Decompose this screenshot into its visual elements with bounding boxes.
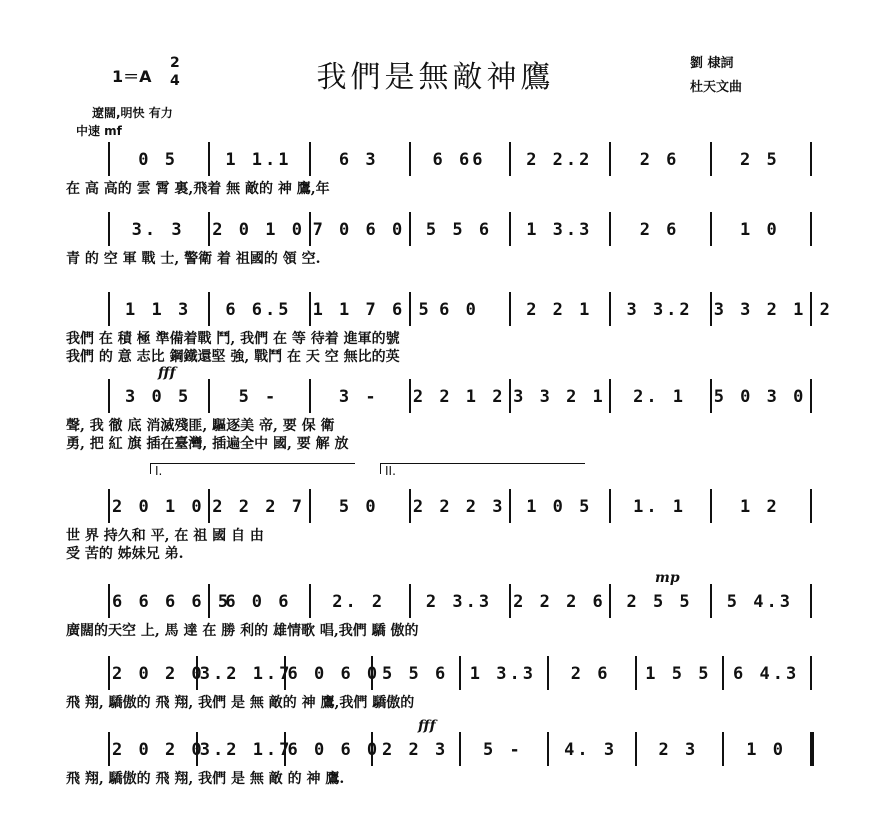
barline [208,212,210,246]
barline [609,489,611,523]
measure: 2. 1 [633,387,687,407]
measure: 1 2 [739,497,780,517]
measure: 2. 2 [332,592,386,612]
barline [108,656,110,690]
measure: 2 6 [639,150,680,170]
barline [810,656,812,690]
barline [459,656,461,690]
measure: 2 3 [658,740,699,760]
key-signature: 1＝A [112,67,152,86]
barline [509,292,511,326]
measure: 2 2 1 2 [412,387,506,407]
barline [208,379,210,413]
measure: 1 1 3 [125,300,192,320]
measure: 3.2 1.7 [199,740,293,760]
measure: 1. 1 [633,497,687,517]
notes-row [50,590,830,616]
measure: 6 66 [432,150,486,170]
notes-row [50,495,830,521]
measure: 2 2 3 [382,740,449,760]
barline [208,142,210,176]
barline [409,142,411,176]
notes-row [50,218,830,244]
measure: 3 0 5 [125,387,192,407]
barline [409,212,411,246]
barline [509,379,511,413]
barline [710,292,712,326]
barline [509,584,511,618]
time-top: 2 [170,55,180,71]
barline [710,212,712,246]
measure: 3 3 2 1 2 [713,300,833,320]
measure: 6 4.3 [733,664,800,684]
barline [810,212,812,246]
measure: 6 0 6 0 [287,664,381,684]
measure: 5 4.3 [726,592,793,612]
measure: 2 2 2 3 [412,497,506,517]
barline [710,489,712,523]
measure: 2 5 5 [626,592,693,612]
barline [710,142,712,176]
lyrics-verse-1: 在 高 高的 雲 霄 裏,飛着 無 敵的 神 鷹,年 [66,181,330,197]
measure: 1 0 [746,740,786,760]
measure: 2 2 2 7 [212,497,305,517]
barline [609,212,611,246]
measure: 2 6 [570,664,611,684]
measure: 2 0 1 0 [212,220,305,240]
composer-credit: 杜天文曲 [690,80,743,95]
lyrics-verse-1: 世 界 持久和 平, 在 祖 國 自 由 [66,528,264,544]
notes-row [50,738,830,764]
measure: 2 2.2 [526,150,593,170]
dynamic-marking: fff [158,365,176,381]
measure: 2 5 [739,150,780,170]
measure: 0 5 [138,150,178,170]
lyrics-verse-1: 飛 翔, 驕傲的 飛 翔, 我們 是 無 敵的 神 鷹,我們 驕傲的 [66,695,415,711]
measure: 6 6 6 6 5 [112,592,232,612]
barline [309,489,311,523]
measure: 6 3 [338,150,379,170]
measure: 2 3.3 [425,592,493,612]
lyrics-verse-2: 勇, 把 紅 旗 插在臺灣, 插遍全中 國, 要 解 放 [66,436,349,452]
barline [409,584,411,618]
barline [722,732,724,766]
barline [810,732,814,766]
notes-row [50,148,830,174]
measure: 5 5 6 [382,664,449,684]
tempo-speed: 中速 mf [76,124,122,138]
measure: 6 0 6 [225,592,292,612]
measure: 3. 3 [131,220,185,240]
measure: 2 2 1 [526,300,593,320]
barline [309,379,311,413]
time-signature [170,54,180,90]
measure: 6 6.5 [225,300,292,320]
barline [810,142,812,176]
barline [108,379,110,413]
measure: 6 0 6 0 [287,740,381,760]
notes-row [50,385,830,411]
measure: 2 0 2 0 [112,740,205,760]
measure: 2 6 [639,220,680,240]
measure: 4. 3 [564,740,618,760]
tempo-marking: 遼闊,明快 有力 [92,106,173,120]
barline [810,584,812,618]
measure: 1 1 7 6 5 [312,300,432,320]
measure: 5 0 [338,497,379,517]
barline [108,142,110,176]
measure: 1 0 5 [526,497,593,517]
barline [609,584,611,618]
measure: 5 5 6 [425,220,493,240]
barline [547,732,549,766]
barline [722,656,724,690]
barline [459,732,461,766]
measure: 5 - [483,740,523,760]
barline [609,142,611,176]
measure: 1 3.3 [526,220,593,240]
lyrics-verse-2: 我們 的 意 志比 鋼鐵還堅 強, 戰鬥 在 天 空 無比的英 [66,349,400,365]
barline [509,212,511,246]
barline [609,379,611,413]
lyrics-verse-1: 聲, 我 徹 底 消滅殘匪, 驅逐美 帝, 要 保 衛 [66,418,335,434]
measure: 5 - [238,387,279,407]
lyrics-verse-1: 青 的 空 軍 戰 士, 警衛 着 祖國的 領 空. [66,251,321,267]
barline [509,142,511,176]
notes-row [50,662,830,688]
measure: 3 3 2 1 [513,387,606,407]
barline [635,656,637,690]
measure: 3.2 1.7 [199,664,293,684]
measure: 1 3.3 [469,664,536,684]
first-ending: I. [150,463,355,474]
lyricist-credit: 劉 棣詞 [690,56,734,71]
second-ending: II. [380,463,585,474]
barline [309,212,311,246]
barline [108,292,110,326]
barline [609,292,611,326]
barline [635,732,637,766]
dynamic-marking: fff [418,718,436,734]
barline [810,379,812,413]
barline [108,584,110,618]
lyrics-verse-1: 我們 在 積 極 準備着戰 鬥, 我們 在 等 待着 進軍的號 [66,331,400,347]
notes-row [50,298,833,324]
measure: 2 0 2 0 [112,664,205,684]
barline [309,142,311,176]
measure: 1 5 5 [645,664,712,684]
measure: 1 0 [739,220,780,240]
measure: 3 - [338,387,379,407]
barline [309,584,311,618]
barline [309,292,311,326]
barline [710,379,712,413]
barline [810,489,812,523]
barline [108,212,110,246]
barline [409,489,411,523]
song-title: 我們是無敵神鷹 [316,60,555,95]
measure: 2 2 2 6 [513,592,606,612]
time-bottom: 4 [170,73,180,89]
barline [108,732,110,766]
barline [208,489,210,523]
lyrics-verse-1: 飛 翔, 驕傲的 飛 翔, 我們 是 無 敵 的 神 鷹. [66,771,345,787]
measure: 5 0 3 0 [713,387,807,407]
dynamic-marking: mp [655,570,680,586]
lyrics-verse-2: 受 苦的 姊妹兄 弟. [66,546,184,562]
barline [547,656,549,690]
measure: 3 3.2 [626,300,693,320]
measure: 7 0 6 0 [312,220,406,240]
barline [108,489,110,523]
measure: 1 1.1 [225,150,292,170]
measure: 6 0 [439,300,479,320]
barline [208,292,210,326]
lyrics-verse-1: 廣闊的天空 上, 馬 達 在 勝 利的 雄情歌 唱,我們 驕 傲的 [66,623,419,639]
barline [710,584,712,618]
barline [409,379,411,413]
measure: 2 0 1 0 [112,497,205,517]
barline [509,489,511,523]
